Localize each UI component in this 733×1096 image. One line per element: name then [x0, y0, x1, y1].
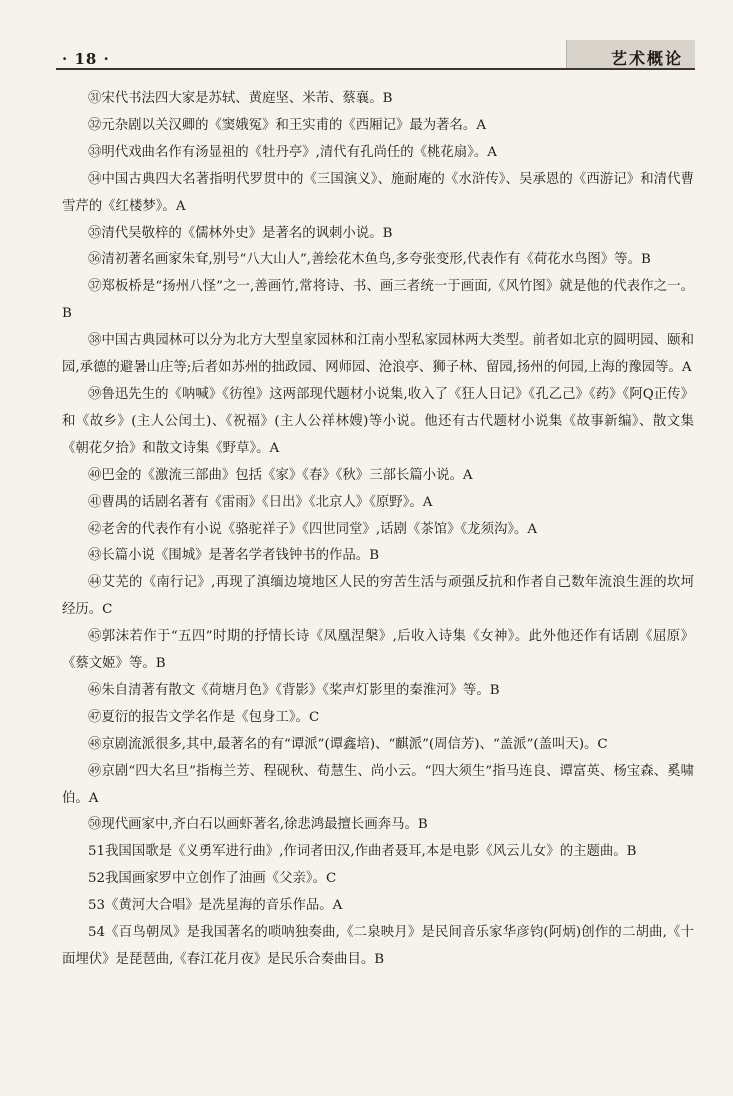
page-number: · 18 ·	[62, 50, 110, 68]
answer-entry-32: ㉜元杂剧以关汉卿的《窦娥冤》和王实甫的《西厢记》最为著名。A	[88, 117, 486, 133]
answer-entry-45: ㊺郭沫若作于“五四”时期的抒情长诗《凤凰涅槃》,后收入诗集《女神》。此外他还作有话剧《屈原》《蔡文姬》等。B	[62, 629, 694, 672]
answer-entry-38: ㊳中国古典园林可以分为北方大型皇家园林和江南小型私家园林两大类型。前者如北京的圆明园、颐和园,承德的避暑山庄等;后者如苏州的拙政园、网师园、沧浪亭、狮子林、留园,扬州的何园,上海的豫园等。A	[62, 333, 694, 376]
answer-entry-39: ㊴鲁迅先生的《呐喊》《彷徨》这两部现代题材小说集,收入了《狂人日记》《孔乙己》《药》《阿Q正传》和《故乡》(主人公闰土)、《祝福》(主人公祥林嫂)等小说。他还有古代题材小说集《故事新编》、散文集《朝花夕拾》和散文诗集《野草》。A	[62, 386, 694, 456]
answer-entry-37: ㊲郑板桥是“扬州八怪”之一,善画竹,常将诗、书、画三者统一于画面,《风竹图》就是他的代表作之一。B	[62, 279, 694, 322]
answer-entry-52: 52我国画家罗中立创作了油画《父亲》。C	[88, 871, 337, 887]
answer-entry-54: 54《百鸟朝凤》是我国著名的唢呐独奏曲,《二泉映月》是民间音乐家华彦钧(阿炳)创作的二胡曲,《十面埋伏》是琵琶曲,《春江花月夜》是民乐合奏曲目。B	[62, 925, 694, 967]
answer-entry-42: ㊷老舍的代表作有小说《骆驼祥子》《四世同堂》,话剧《茶馆》《龙须沟》。A	[88, 521, 538, 537]
answer-entry-34: ㉞中国古典四大名著指明代罗贯中的《三国演义》、施耐庵的《水浒传》、吴承恩的《西游记》和清代曹雪芹的《红楼梦》。A	[62, 171, 694, 214]
answer-entry-50: ㊿现代画家中,齐白石以画虾著名,徐悲鸿最擅长画奔马。B	[88, 817, 428, 833]
answer-entry-35: ㉟清代吴敬梓的《儒林外史》是著名的讽刺小说。B	[88, 225, 393, 241]
answer-entry-51: 51我国国歌是《义勇军进行曲》,作词者田汉,作曲者聂耳,本是电影《风云儿女》的主题曲。B	[88, 844, 637, 860]
answer-entry-47: ㊼夏衍的报告文学名作是《包身工》。C	[88, 709, 320, 725]
answer-entry-33: ㉝明代戏曲名作有汤显祖的《牡丹亭》,清代有孔尚任的《桃花扇》。A	[88, 144, 497, 160]
answer-entry-49: ㊾京剧“四大名旦”指梅兰芳、程砚秋、荀慧生、尚小云。“四大须生”指马连良、谭富英、杨宝森、奚啸伯。A	[62, 763, 694, 806]
header-rule	[56, 68, 695, 70]
answer-list	[62, 86, 694, 974]
answer-entry-53: 53《黄河大合唱》是冼星海的音乐作品。A	[88, 898, 343, 914]
answer-entry-43: ㊸长篇小说《围城》是著名学者钱钟书的作品。B	[88, 548, 380, 564]
page-header	[0, 40, 733, 74]
answer-entry-41: ㊶曹禺的话剧名著有《雷雨》《日出》《北京人》《原野》。A	[88, 494, 433, 510]
answer-entry-48: ㊽京剧流派很多,其中,最著名的有“谭派”(谭鑫培)、“麒派”(周信芳)、“盖派”(盖叫天)。C	[88, 736, 608, 752]
answer-entry-40: ㊵巴金的《激流三部曲》包括《家》《春》《秋》三部长篇小说。A	[88, 467, 473, 483]
answer-entry-46: ㊻朱自清著有散文《荷塘月色》《背影》《桨声灯影里的秦淮河》等。B	[88, 682, 500, 698]
answer-entry-31: ㉛宋代书法四大家是苏轼、黄庭坚、米芾、蔡襄。B	[88, 91, 393, 106]
answer-entry-44: ㊹艾芜的《南行记》,再现了滇缅边境地区人民的穷苦生活与顽强反抗和作者自己数年流浪生涯的坎坷经历。C	[62, 575, 694, 618]
answer-entry-36: ㊱清初著名画家朱耷,别号“八大山人”,善绘花木鱼鸟,多夸张变形,代表作有《荷花水鸟图》等。B	[88, 252, 651, 268]
book-title: 艺术概论	[610, 49, 683, 68]
